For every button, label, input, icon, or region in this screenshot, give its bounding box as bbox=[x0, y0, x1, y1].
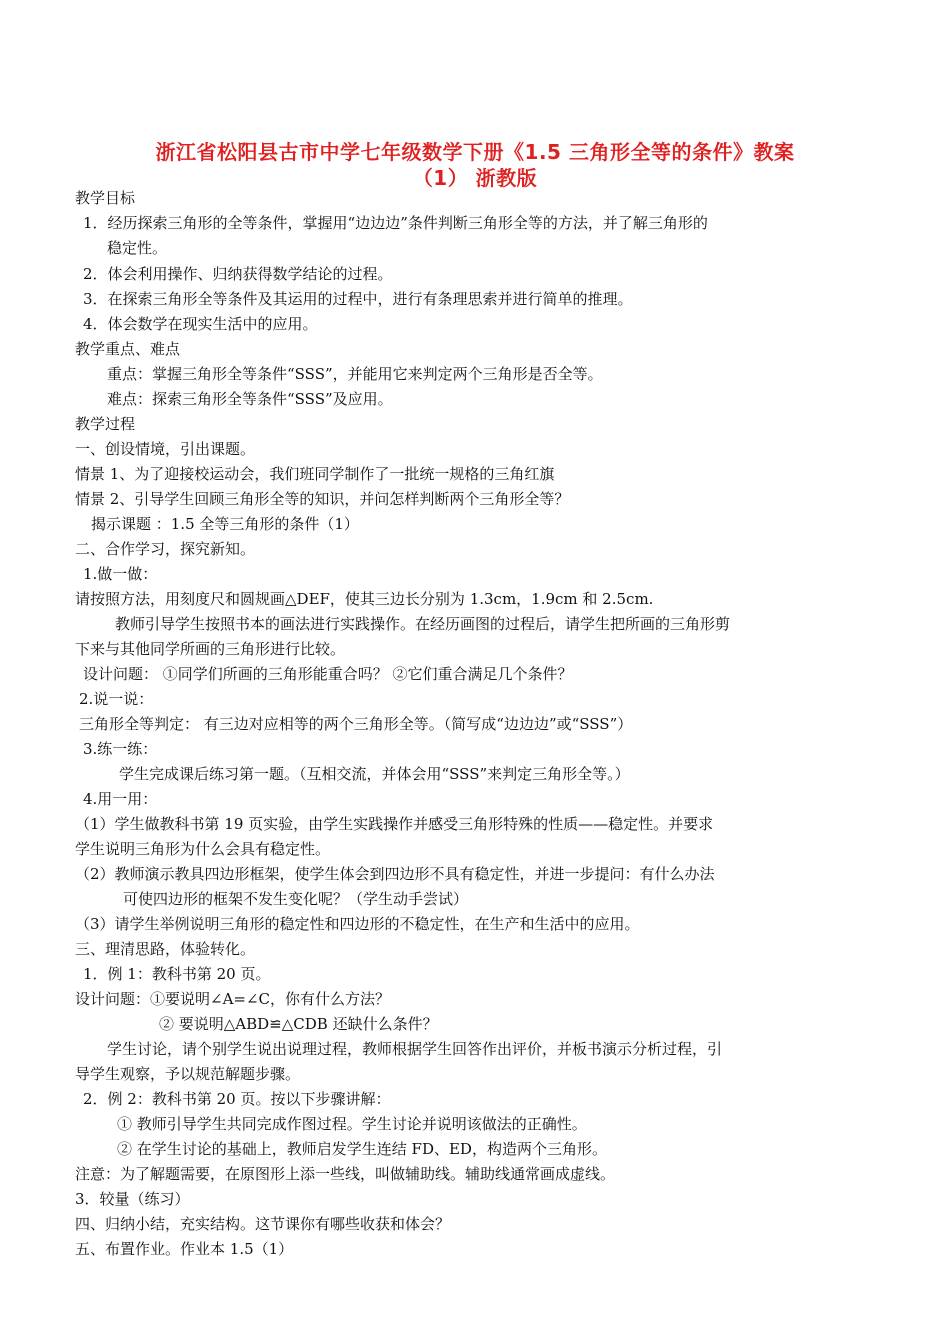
activity-do: 1.做一做： bbox=[83, 565, 158, 583]
difficult-point: 难点：探索三角形全等条件“SSS”及应用。 bbox=[107, 390, 393, 408]
objective-1-cont: 稳定性。 bbox=[107, 239, 168, 257]
key-point: 重点：掌握三角形全等条件“SSS”，并能用它来判定两个三角形是否全等。 bbox=[107, 365, 603, 383]
objective-1: 1．经历探索三角形的全等条件，掌握用“边边边”条件判断三角形全等的方法，并了解三角形的 bbox=[83, 214, 708, 232]
student-discussion-cont: 导学生观察，予以规范解题步骤。 bbox=[75, 1065, 301, 1083]
example-2-step-1: ① 教师引导学生共同完成作图过程。学生讨论并说明该做法的正确性。 bbox=[117, 1115, 587, 1133]
design-questions-1: 设计问题： ①同学们所画的三角形能重合吗？ ②它们重合满足几个条件？ bbox=[83, 665, 573, 683]
section-1-heading: 一、创设情境，引出课题。 bbox=[75, 440, 256, 458]
activity-use: 4.用一用： bbox=[83, 790, 158, 808]
scenario-2: 情景 2、引导学生回顾三角形全等的知识，并问怎样判断两个三角形全等？ bbox=[75, 490, 570, 508]
section-4-heading: 四、归纳小结，充实结构。这节课你有哪些收获和体会？ bbox=[75, 1215, 451, 1233]
use-item-3: （3）请学生举例说明三角形的稳定性和四边形的不稳定性，在生产和生活中的应用。 bbox=[75, 915, 640, 933]
objective-2: 2．体会利用操作、归纳获得数学结论的过程。 bbox=[83, 265, 393, 283]
heading-process: 教学过程 bbox=[75, 415, 136, 433]
design-questions-2-cont: ② 要说明△ABD≌△CDB 还缺什么条件？ bbox=[159, 1015, 438, 1033]
section-2-heading: 二、合作学习，探究新知。 bbox=[75, 540, 256, 558]
use-item-2-cont: 可使四边形的框架不发生变化呢？（学生动手尝试） bbox=[123, 890, 469, 908]
activity-do-instruction: 请按照方法，用刻度尺和圆规画△DEF，使其三边长分别为 1.3cm，1.9cm 和 2.5cm. bbox=[75, 590, 654, 608]
activity-say: 2.说一说： bbox=[79, 690, 154, 708]
example-2-step-2: ② 在学生讨论的基础上，教师启发学生连结 FD、ED，构造两个三角形。 bbox=[117, 1140, 607, 1158]
heading-key-points: 教学重点、难点 bbox=[75, 340, 181, 358]
activity-practice: 3.练一练： bbox=[83, 740, 158, 758]
use-item-2: （2）教师演示教具四边形框架，使学生体会到四边形不具有稳定性，并进一步提问：有什么办法 bbox=[75, 865, 715, 883]
contest-exercise: 3．较量（练习） bbox=[75, 1190, 190, 1208]
student-discussion: 学生讨论，请个别学生说出说理过程，教师根据学生回答作出评价，并板书演示分析过程，引 bbox=[107, 1040, 723, 1058]
section-3-heading: 三、理清思路，体验转化。 bbox=[75, 940, 256, 958]
design-questions-2: 设计问题：①要说明∠A=∠C，你有什么方法？ bbox=[75, 990, 391, 1008]
example-2: 2．例 2：教科书第 20 页。按以下步骤讲解： bbox=[83, 1090, 391, 1108]
heading-objectives: 教学目标 bbox=[75, 189, 136, 207]
document-title-line-2: （1） 浙教版 bbox=[412, 166, 538, 190]
example-1: 1．例 1：教科书第 20 页。 bbox=[83, 965, 271, 983]
activity-practice-detail: 学生完成课后练习第一题。（互相交流，并体会用“SSS”来判定三角形全等。） bbox=[119, 765, 630, 783]
activity-do-teacher: 教师引导学生按照书本的画法进行实践操作。在经历画图的过程后，请学生把所画的三角形剪 bbox=[115, 615, 731, 633]
section-5-heading: 五、布置作业。作业本 1.5（1） bbox=[75, 1240, 294, 1258]
note: 注意：为了解题需要，在原图形上添一些线，叫做辅助线。辅助线通常画成虚线。 bbox=[75, 1165, 616, 1183]
objective-4: 4．体会数学在现实生活中的应用。 bbox=[83, 315, 318, 333]
scenario-1: 情景 1、为了迎接校运动会，我们班同学制作了一批统一规格的三角红旗 bbox=[75, 465, 555, 483]
use-item-1-cont: 学生说明三角形为什么会具有稳定性。 bbox=[75, 840, 331, 858]
reveal-topic: 揭示课题 ：1.5 全等三角形的条件（1） bbox=[91, 515, 359, 533]
activity-do-teacher-cont: 下来与其他同学所画的三角形进行比较。 bbox=[75, 640, 346, 658]
document-title-line-1: 浙江省松阳县古市中学七年级数学下册《1.5 三角形全等的条件》教案 bbox=[155, 140, 795, 164]
use-item-1: （1）学生做教科书第 19 页实验，由学生实践操作并感受三角形特殊的性质——稳定性。并要求 bbox=[75, 815, 714, 833]
objective-3: 3．在探索三角形全等条件及其运用的过程中，进行有条理思索并进行简单的推理。 bbox=[83, 290, 633, 308]
sss-rule: 三角形全等判定： 有三边对应相等的两个三角形全等。（简写成“边边边”或“SSS”） bbox=[79, 715, 633, 733]
